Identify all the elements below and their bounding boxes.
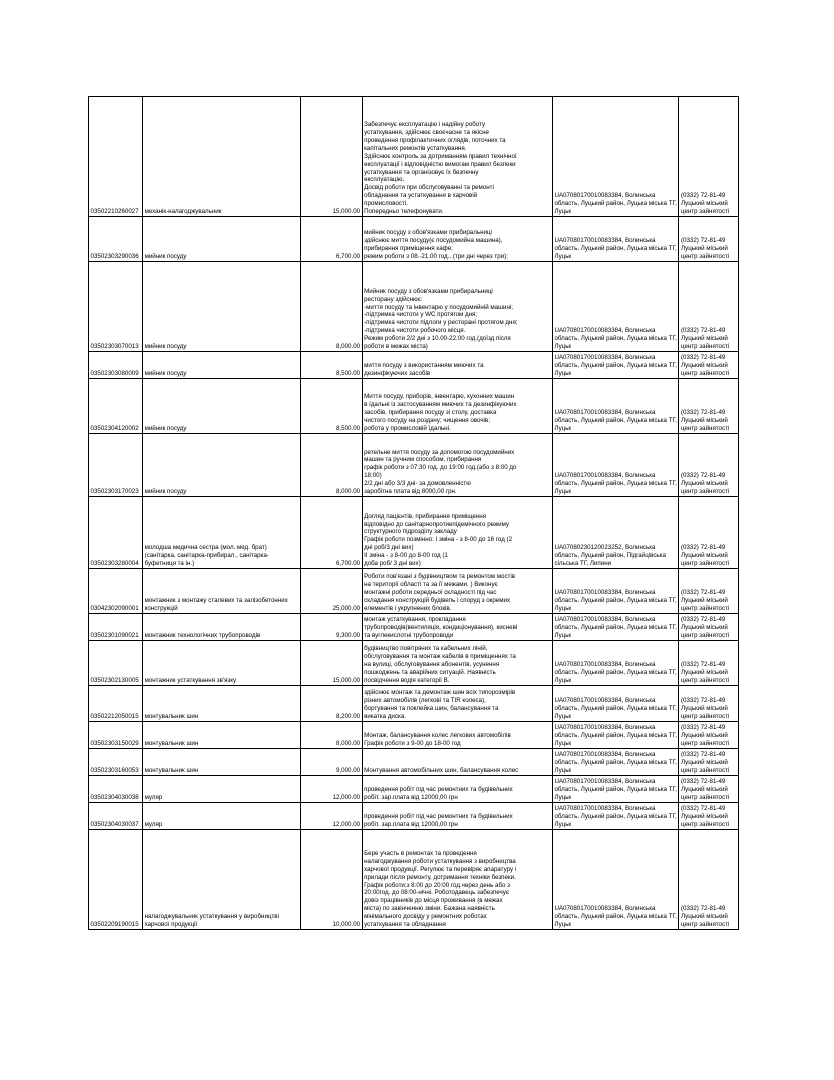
profession-name: монтажник устаткування зв'язку <box>143 641 301 686</box>
profession-name: монтувальник шин <box>143 722 301 749</box>
table-row <box>89 803 739 830</box>
job-description: ретельне миття посуду за допомогою посудомийних машин та ручним способом, прибирання графік роботи з 07:30 год. до 19:00 год.(або з 8:00 до 18:00) 2/2 дні або 3/3 дні- за домовленністю заробітна плата від 8000,00 грн. <box>362 434 552 497</box>
employer-address: UA07080230120023252, Волинська область, Луцький район, Підгайцівська сільська ТГ, Липини <box>552 497 679 569</box>
vacancy-code: 03502303080009 <box>89 352 143 379</box>
contact-info: (0332) 72-81-49 Луцький міський центр зайнятості <box>679 776 739 803</box>
table-row <box>89 686 739 722</box>
profession-name: муляр <box>143 776 301 803</box>
vacancy-code: 03502303150029 <box>89 722 143 749</box>
job-description: будівництво повітряних та кабельних ліній, обслуговування та монтаж кабелів в приміщеннях та на вулиці, обслуговування абонентів, усунення пошкоджень та аварійних ситуацій. Наявність посвідчення водія категорії В. <box>362 641 552 686</box>
table-row <box>89 641 739 686</box>
contact-info: (0332) 72-81-49 Луцький міський центр зайнятості <box>679 497 739 569</box>
profession-name: мийник посуду <box>143 379 301 434</box>
salary-value: 10,000.00 <box>300 830 362 930</box>
job-description: миття посуду з використанням миючих та дезинфікуючих засобів <box>362 352 552 379</box>
vacancy-table <box>88 96 739 930</box>
employer-address: UA07080170010083384, Волинська область, Луцький район, Луцька міська ТГ, Луцьк <box>552 217 679 262</box>
vacancy-code: 03502301090021 <box>89 614 143 641</box>
contact-info: (0332) 72-81-49 Луцький міський центр зайнятості <box>679 614 739 641</box>
employer-address: UA07080170010083384, Волинська область, Луцький район, Луцька міська ТГ, Луцьк <box>552 352 679 379</box>
salary-value: 12,000.00 <box>300 776 362 803</box>
vacancy-sheet <box>88 96 739 930</box>
job-description: Догляд пацієнтів, прибирання приміщення відповідно до санітарнопротиепідемічного режиму структурного підрозділу закладу Графік роботи позмінно: І зміна - з 8-00 до 16 год (2 дні роб/3 дні вих) ІІ зміна - з 8-00 до 8-00 год (1 доба роб/ 3 дні вих) <box>362 497 552 569</box>
profession-name: налагоджувальник устаткування у виробництві харчової продукції <box>143 830 301 930</box>
employer-address: UA07080170010083384, Волинська область, Луцький район, Луцька міська ТГ, Луцьк <box>552 569 679 614</box>
vacancy-code: 03502302130005 <box>89 641 143 686</box>
table-row <box>89 97 739 217</box>
profession-name: мийник посуду <box>143 217 301 262</box>
salary-value: 8,000.00 <box>300 262 362 352</box>
vacancy-code: 03502304030038 <box>89 776 143 803</box>
job-description: Мийник посуду з обов'язками прибиральниці ресторану здійснює: -миття посуду та інвентарю у посудомийній машині; -підтримка чистоти у WC протягом дня; -підтримка чистоти підлоги у ресторані протягом дня; -підтримка чистоти робочого місця. Режим роботи 2/2 дні з 10.00-22.00 год.(доїзд після роботи в межах міста) <box>362 262 552 352</box>
profession-name: монтувальник шин <box>143 749 301 776</box>
profession-name: механік-налагоджувальник <box>143 97 301 217</box>
job-description: Роботи пов'язані з будівництвом та ремонтом мостів на території області та за її межами. ) Виконує монтажні роботи середньої складності під час складання конструкцій будівель і споруд з окремих елементів і укрупнених блоків. <box>362 569 552 614</box>
profession-name: монтувальник шин <box>143 686 301 722</box>
salary-value: 12,000.00 <box>300 803 362 830</box>
salary-value: 9,000.00 <box>300 749 362 776</box>
vacancy-code: 03502304030037 <box>89 803 143 830</box>
contact-info: (0332) 72-81-49 Луцький міський центр зайнятості <box>679 217 739 262</box>
job-description: монтаж устаткування, прокладання трубопроводів(вентиляція, кондиціонування), кисневі та вуглекислотні трубопроводи <box>362 614 552 641</box>
salary-value: 15,000.00 <box>300 97 362 217</box>
table-row <box>89 776 739 803</box>
table-row <box>89 497 739 569</box>
table-row <box>89 379 739 434</box>
salary-value: 8,000.00 <box>300 722 362 749</box>
job-description: проведення робіт під час ремонтних та будівельних робіт. зар.плата від 12000,00 грн <box>362 776 552 803</box>
table-row <box>89 830 739 930</box>
job-description: Бере участь в ремонтах та проведення налагоджування роботи устаткування з виробництва харчової продукції. Регулює та перевіряє апаратуру і прилади після ремонту, дотримання техніки безпеки. Графік роботи:з 8:00 до 20:00 год.через день або з 20:00год. до 08:00-нічні. Роботодавець забезпечує довіз працівників до місця проживання (в межах міста) по закінченню зміни. Бажана наявність мінімального досвіду у ремонтних роботах устаткування та обладнання <box>362 830 552 930</box>
contact-info: (0332) 72-81-49 Луцький міський центр зайнятості <box>679 569 739 614</box>
employer-address: UA07080170010083384, Волинська область, Луцький район, Луцька міська ТГ, Луцьк <box>552 686 679 722</box>
employer-address: UA07080170010083384, Волинська область, Луцький район, Луцька міська ТГ, Луцьк <box>552 641 679 686</box>
profession-name: муляр <box>143 803 301 830</box>
table-row <box>89 262 739 352</box>
salary-value: 9,300.00 <box>300 614 362 641</box>
profession-name: монтажник з монтажу сталевих та залізобетонних конструкцій <box>143 569 301 614</box>
job-description: проведення робіт під час ремонтних та будівельних робіт. зар.плата від 12000,00 грн <box>362 803 552 830</box>
contact-info: (0332) 72-81-49 Луцький міський центр зайнятості <box>679 262 739 352</box>
profession-name: мийник посуду <box>143 262 301 352</box>
table-row <box>89 434 739 497</box>
table-row <box>89 749 739 776</box>
salary-value: 8,500.00 <box>300 352 362 379</box>
table-row <box>89 614 739 641</box>
employer-address: UA07080170010083384, Волинська область, Луцький район, Луцька міська ТГ, Луцьк <box>552 97 679 217</box>
vacancy-code: 03502303290036 <box>89 217 143 262</box>
contact-info: (0332) 72-81-49 Луцький міський центр зайнятості <box>679 749 739 776</box>
salary-value: 8,000.00 <box>300 434 362 497</box>
contact-info: (0332) 72-81-49 Луцький міський центр зайнятості <box>679 352 739 379</box>
vacancy-code: 03502303160053 <box>89 749 143 776</box>
profession-name: монтажник технологічних трубопроводів <box>143 614 301 641</box>
vacancy-code: 03502210260027 <box>89 97 143 217</box>
vacancy-code: 03502209190015 <box>89 830 143 930</box>
employer-address: UA07080170010083384, Волинська область, Луцький район, Луцька міська ТГ, Луцьк <box>552 749 679 776</box>
employer-address: UA07080170010083384, Волинська область, Луцький район, Луцька міська ТГ, Луцьк <box>552 614 679 641</box>
table-row <box>89 352 739 379</box>
employer-address: UA07080170010083384, Волинська область, Луцький район, Луцька міська ТГ, Луцьк <box>552 379 679 434</box>
salary-value: 25,000.00 <box>300 569 362 614</box>
employer-address: UA07080170010083384, Волинська область, Луцький район, Луцька міська ТГ, Луцьк <box>552 722 679 749</box>
salary-value: 6,700.00 <box>300 497 362 569</box>
job-description: Миття посуду, приборів, інвентарю, кухонних машин в їдальні із застосуванням миючих та дезинфікуючих засобів, прибирання посуду зі столу, доставка чистого посуду на роздачу; чищення овочів; робота у промисловій їдальні. <box>362 379 552 434</box>
job-description: Забезпечує експлуатацію і надійну роботу устаткування, здійснює своєчасне та якісне проведення профілактичних оглядів, поточних та капітальних ремонтів устаткування. Здійснює контроль за дотриманням правил технічної експлуатації і відповідністю вимогам правил безпеки устаткування та організовує їх безпечну експлуатацію. Досвід роботи при обслуговуванні та ремонті обладнання та устаткування в харчовій промисловості. Попередньо телефонувати. <box>362 97 552 217</box>
job-description: мийник посуду з обов'язками прибиральниці здійснює миття посуду(є посудомийна машина), прибирання приміщення кафе; режим роботи з 08.-21.00 год., (три дні через три); <box>362 217 552 262</box>
contact-info: (0332) 72-81-49 Луцький міський центр зайнятості <box>679 686 739 722</box>
job-description: здійснює монтаж та демонтаж шин всіх типорозмірів різних автомобілів (легкові та TIR колеса), бортування та поклейка шин, балансування та викатка диска. <box>362 686 552 722</box>
job-description: Монтаж, балансування колес легкових автомобілів Графік роботи з 9-00 до 18-00 год <box>362 722 552 749</box>
vacancy-table-body <box>89 97 739 930</box>
profession-name: мийник посуду <box>143 352 301 379</box>
vacancy-code: 03502212050015 <box>89 686 143 722</box>
vacancy-code: 03502304120002 <box>89 379 143 434</box>
profession-name: мийник посуду <box>143 434 301 497</box>
employer-address: UA07080170010083384, Волинська область, Луцький район, Луцька міська ТГ, Луцьк <box>552 262 679 352</box>
contact-info: (0332) 72-81-49 Луцький міський центр зайнятості <box>679 830 739 930</box>
salary-value: 6,700.00 <box>300 217 362 262</box>
job-description: Монтування автомобільних шин, балансування колес <box>362 749 552 776</box>
table-row <box>89 569 739 614</box>
contact-info: (0332) 72-81-49 Луцький міський центр зайнятості <box>679 434 739 497</box>
employer-address: UA07080170010083384, Волинська область, Луцький район, Луцька міська ТГ, Луцьк <box>552 776 679 803</box>
contact-info: (0332) 72-81-49 Луцький міський центр зайнятості <box>679 97 739 217</box>
table-row <box>89 722 739 749</box>
contact-info: (0332) 72-81-49 Луцький міський центр зайнятості <box>679 379 739 434</box>
employer-address: UA07080170010083384, Волинська область, Луцький район, Луцька міська ТГ, Луцьк <box>552 830 679 930</box>
contact-info: (0332) 72-81-49 Луцький міський центр зайнятості <box>679 641 739 686</box>
salary-value: 15,000.00 <box>300 641 362 686</box>
profession-name: молодша медична сестра (мол. мед. брат) (санітарка, санітарка-прибирал., санітарка-буфетниця та ін.) <box>143 497 301 569</box>
contact-info: (0332) 72-81-49 Луцький міський центр зайнятості <box>679 803 739 830</box>
table-row <box>89 217 739 262</box>
vacancy-code: 03502303280004 <box>89 497 143 569</box>
vacancy-code: 03502303170023 <box>89 434 143 497</box>
salary-value: 8,200.00 <box>300 686 362 722</box>
vacancy-code: 03502303070013 <box>89 262 143 352</box>
salary-value: 8,500.00 <box>300 379 362 434</box>
employer-address: UA07080170010083384, Волинська область, Луцький район, Луцька міська ТГ, Луцьк <box>552 434 679 497</box>
vacancy-code: 03042302090001 <box>89 569 143 614</box>
contact-info: (0332) 72-81-49 Луцький міський центр зайнятості <box>679 722 739 749</box>
employer-address: UA07080170010083384, Волинська область, Луцький район, Луцька міська ТГ, Луцьк <box>552 803 679 830</box>
